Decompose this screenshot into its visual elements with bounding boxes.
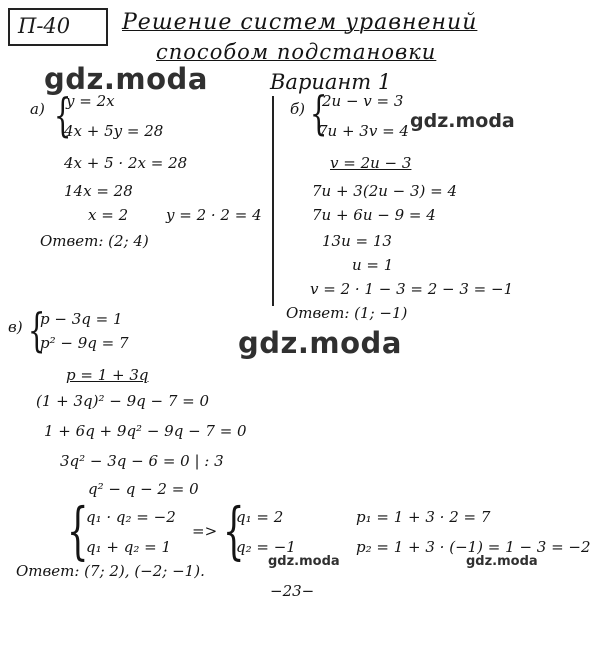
part-a-eq2: 4x + 5y = 28 bbox=[64, 122, 164, 140]
watermark-top-right: gdz.moda bbox=[410, 110, 515, 132]
part-c-p1: p₁ = 1 + 3 · 2 = 7 bbox=[356, 508, 491, 526]
part-b-label: б) bbox=[290, 100, 306, 118]
part-b-brace: { bbox=[309, 86, 328, 140]
part-c-vieta-1: q₁ · q₂ = −2 bbox=[86, 508, 176, 526]
part-c-answer: Ответ: (7; 2), (−2; −1). bbox=[16, 562, 205, 580]
part-c-brace: { bbox=[27, 303, 46, 357]
part-a-answer: Ответ: (2; 4) bbox=[40, 232, 149, 250]
part-c-arrow: => bbox=[192, 522, 218, 540]
part-c-step-4: 3q² − 3q − 6 = 0 | : 3 bbox=[60, 452, 224, 470]
part-c-step-1: p = 1 + 3q bbox=[66, 366, 149, 384]
part-c-step-5: q² − q − 2 = 0 bbox=[88, 480, 199, 498]
part-a-brace: { bbox=[53, 88, 72, 142]
part-c-eq1: p − 3q = 1 bbox=[40, 310, 123, 328]
part-a-label: а) bbox=[30, 100, 45, 118]
part-a-step-4: y = 2 · 2 = 4 bbox=[166, 206, 262, 224]
part-b-step-4: 13u = 13 bbox=[322, 232, 392, 250]
part-a-step-1: 4x + 5 · 2x = 28 bbox=[64, 154, 188, 172]
part-c-p2: p₂ = 1 + 3 · (−1) = 1 − 3 = −2 bbox=[356, 538, 591, 556]
part-c-root-1: q₁ = 2 bbox=[236, 508, 284, 526]
problem-label: П-40 bbox=[18, 14, 71, 38]
problem-label-box bbox=[8, 8, 108, 46]
part-a-step-3: x = 2 bbox=[88, 206, 129, 224]
part-c-vieta-2: q₁ + q₂ = 1 bbox=[86, 538, 171, 556]
part-b-eq2: 7u + 3v = 4 bbox=[318, 122, 409, 140]
watermark-bottom-right: gdz.moda bbox=[466, 554, 538, 569]
part-c-step-2: (1 + 3q)² − 9q − 7 = 0 bbox=[36, 392, 210, 410]
part-b-eq1: 2u − v = 3 bbox=[322, 92, 404, 110]
part-c-roots-brace: { bbox=[222, 494, 245, 567]
part-b-step-2: 7u + 3(2u − 3) = 4 bbox=[312, 182, 458, 200]
part-c-label: в) bbox=[8, 318, 23, 336]
part-b-answer: Ответ: (1; −1) bbox=[286, 304, 408, 322]
part-b-step-5: u = 1 bbox=[352, 256, 394, 274]
watermark-top-left: gdz.moda bbox=[44, 62, 208, 96]
watermark-middle: gdz.moda bbox=[238, 326, 402, 360]
column-divider bbox=[272, 96, 274, 306]
part-b-step-3: 7u + 6u − 9 = 4 bbox=[312, 206, 436, 224]
part-c-step-3: 1 + 6q + 9q² − 9q − 7 = 0 bbox=[44, 422, 247, 440]
part-b-step-6: v = 2 · 1 − 3 = 2 − 3 = −1 bbox=[310, 280, 514, 298]
page-number: −23− bbox=[270, 582, 315, 600]
variant-heading: Вариант 1 bbox=[270, 70, 392, 94]
part-c-vieta-brace: { bbox=[66, 494, 89, 567]
title-line-2: способом подстановки bbox=[156, 40, 437, 64]
watermark-bottom-mid: gdz.moda bbox=[268, 554, 340, 569]
part-a-step-2: 14x = 28 bbox=[64, 182, 133, 200]
part-b-step-1: v = 2u − 3 bbox=[330, 154, 412, 172]
part-c-eq2: p² − 9q = 7 bbox=[40, 334, 129, 352]
part-c-root-2: q₂ = −1 bbox=[236, 538, 296, 556]
part-a-eq1: y = 2x bbox=[66, 92, 115, 110]
title-line-1: Решение систем уравнений bbox=[122, 10, 478, 35]
